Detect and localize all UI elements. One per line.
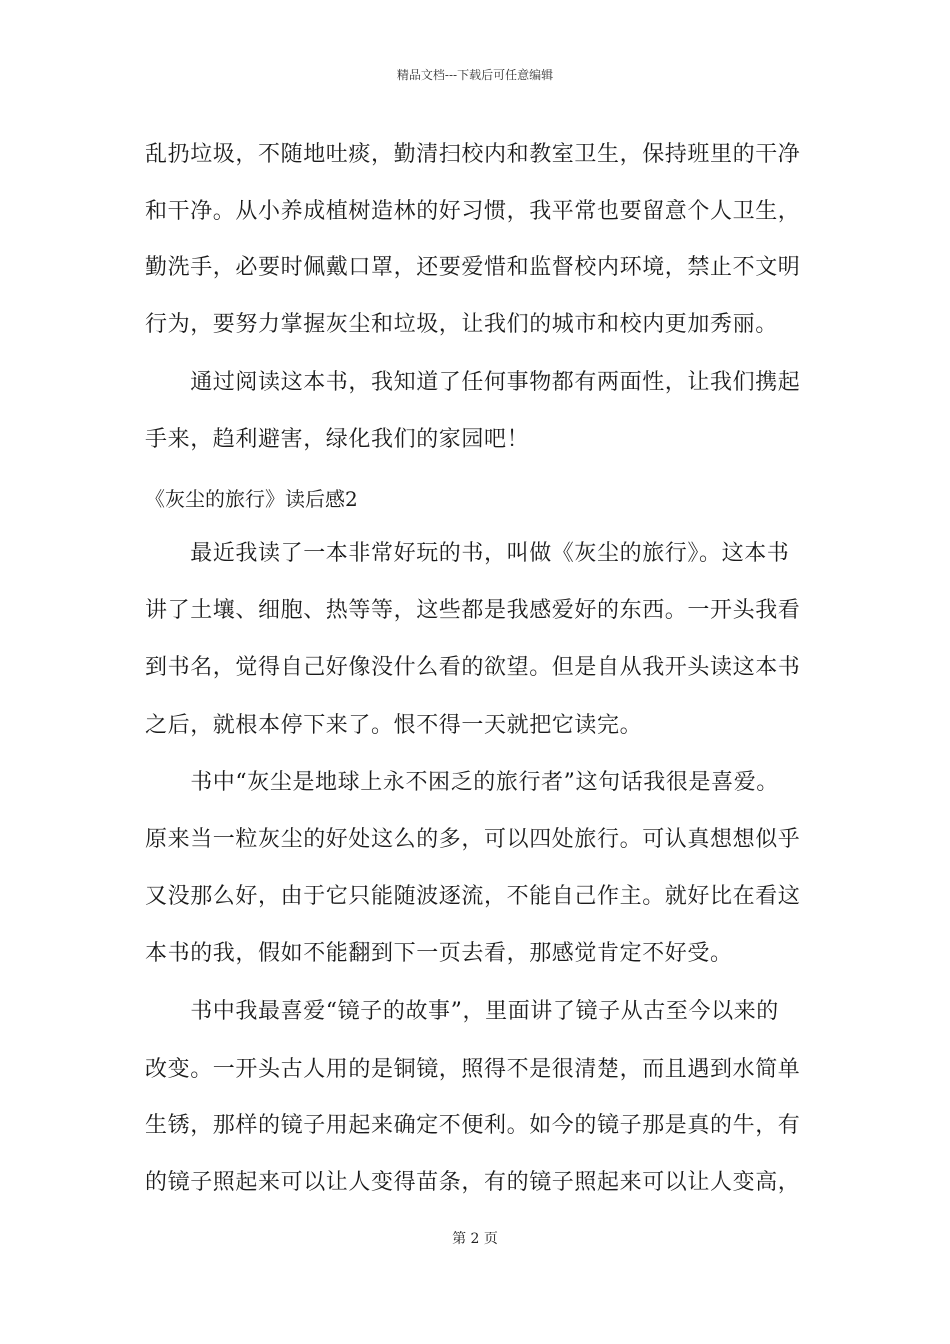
text-line: 本书的我，假如不能翻到下一页去看，那感觉肯定不好受。 [145, 941, 733, 966]
text-line: 书中“灰尘是地球上永不困乏的旅行者”这句话我很是喜爱。 [145, 770, 779, 795]
text-line: 又没那么好，由于它只能随波逐流，不能自己作主。就好比在看这 [145, 884, 801, 909]
text-line: 到书名，觉得自己好像没什么看的欲望。但是自从我开头读这本书 [145, 655, 801, 680]
text-line: 生锈，那样的镜子用起来确定不便利。如今的镜子那是真的牛，有 [145, 1113, 801, 1138]
text-line: 的镜子照起来可以让人变得苗条，有的镜子照起来可以让人变高， [145, 1170, 801, 1195]
text-line: 行为，要努力掌握灰尘和垃圾，让我们的城市和校内更加秀丽。 [145, 312, 778, 337]
text-line: 乱扔垃圾，不随地吐痰，勤清扫校内和教室卫生，保持班里的干净 [145, 142, 801, 167]
text-line: 手来，趋利避害，绿化我们的家园吧！ [145, 427, 530, 452]
text-line: 原来当一粒灰尘的好处这么的多，可以四处旅行。可认真想想似乎 [145, 827, 801, 852]
section-title: 《灰尘的旅行》读后感2 [145, 487, 358, 511]
text-line: 讲了土壤、细胞、热等等，这些都是我感爱好的东西。一开头我看 [145, 598, 801, 623]
text-line: 和干净。从小养成植树造林的好习惯，我平常也要留意个人卫生， [145, 199, 801, 224]
text-line: 改变。一开头古人用的是铜镜，照得不是很清楚，而且遇到水简单 [145, 1057, 801, 1082]
page-number: 第 2 页 [452, 1231, 498, 1247]
text-line: 书中我最喜爱“镜子的故事”，里面讲了镜子从古至今以来的 [145, 999, 779, 1024]
text-line: 通过阅读这本书，我知道了任何事物都有两面性，让我们携起 [145, 370, 801, 395]
text-line: 最近我读了一本非常好玩的书，叫做《灰尘的旅行》。这本书 [145, 541, 790, 566]
page-header: 精品文档---下载后可任意编辑 [396, 68, 554, 82]
text-line: 之后，就根本停下来了。恨不得一天就把它读完。 [145, 713, 643, 738]
text-line: 勤洗手，必要时佩戴口罩，还要爱惜和监督校内环境，禁止不文明 [145, 255, 801, 280]
